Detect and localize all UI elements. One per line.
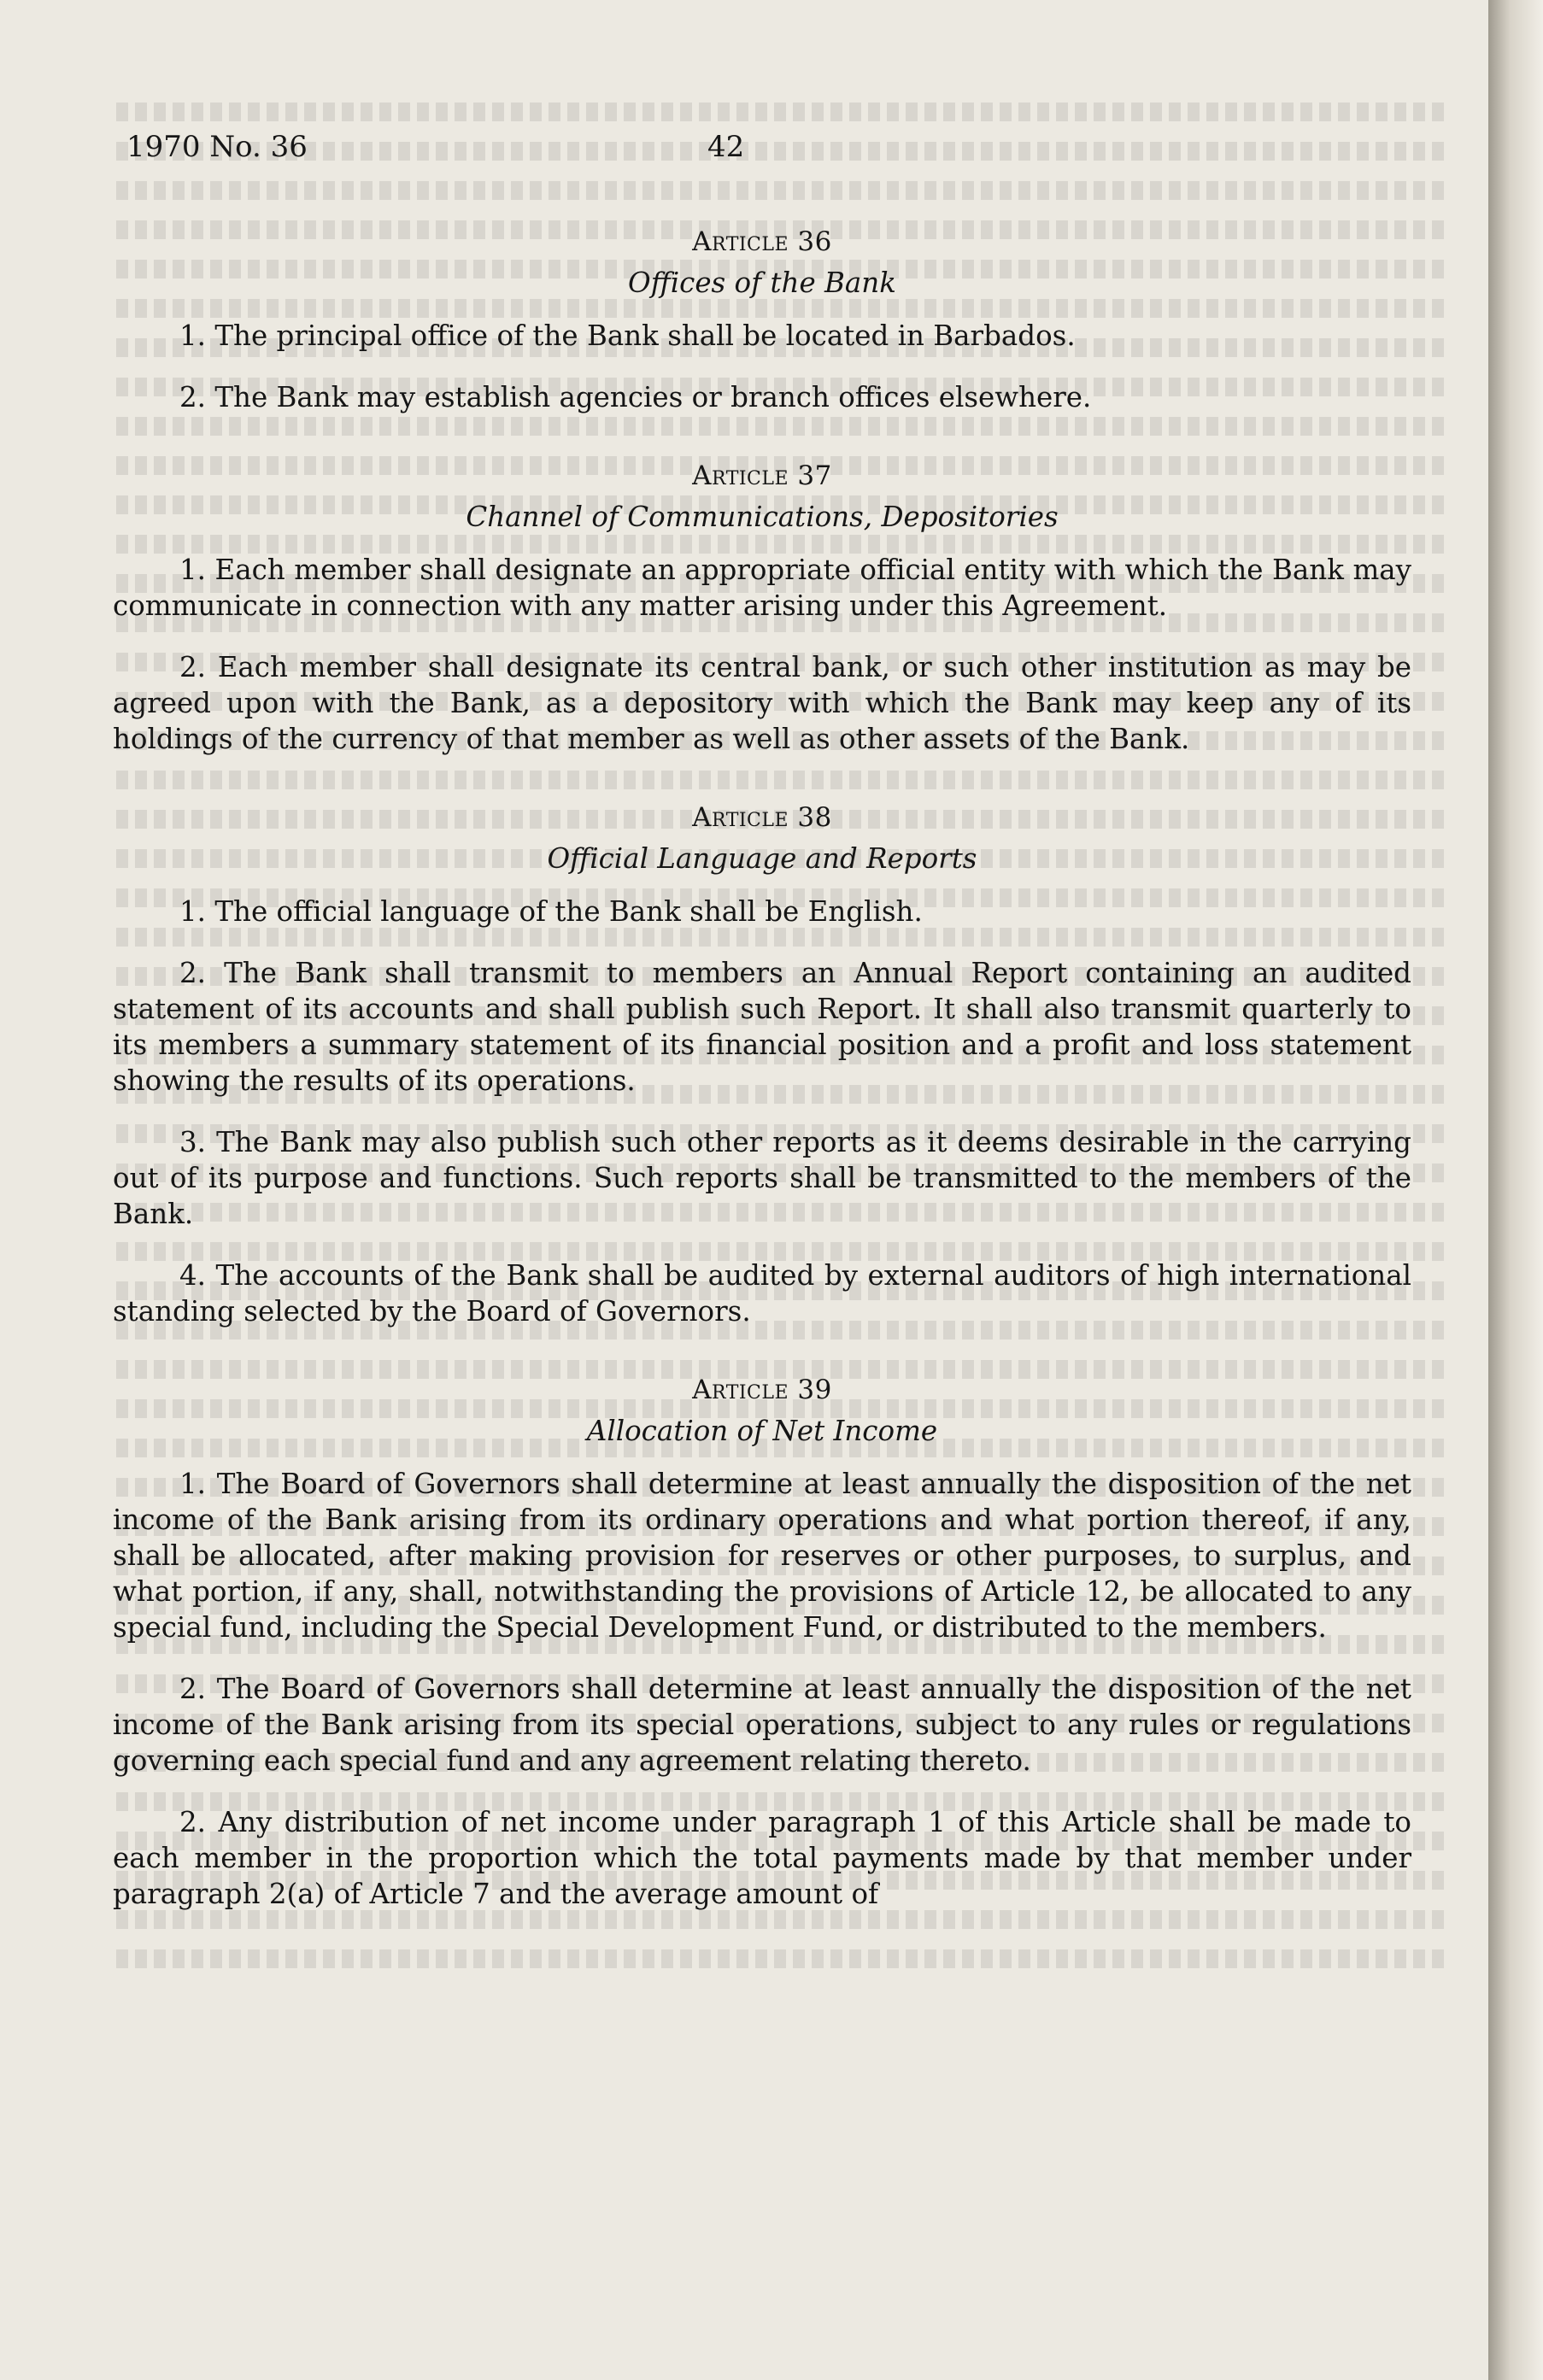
paragraph: 1. The Board of Governors shall determine at least annually the disposition of the net income of the Bank arising from its ordinary operations and what portion thereof, if any, shall be allocated, after making provision for reserves or other purposes, to surplus, and what portion, if any, shall, notwithstanding the provisions of Article 12, be allocated to any special fund, including the Special Development Fund, or distributed to the members.	[113, 1468, 1411, 1644]
paragraph: 2. Each member shall designate its central bank, or such other institution as may be agreed upon with the Bank, as a depository with which the Bank may keep any of its holdings of the currency of that member as well as other assets of the Bank.	[113, 651, 1411, 755]
article-title: Offices of the Bank	[628, 267, 896, 299]
paragraph: 3. The Bank may also publish such other reports as it deems desirable in the carrying out of its purpose and functions. Such reports shall be transmitted to the members of the Bank.	[113, 1126, 1411, 1230]
article-38	[113, 800, 1411, 1329]
article-title: Official Language and Reports	[547, 842, 977, 875]
running-header: 1970 No. 36	[126, 130, 308, 164]
article-title: Channel of Communications, Depositories	[466, 501, 1059, 533]
article-36	[113, 224, 1411, 415]
article-39	[113, 1372, 1411, 1912]
book-gutter	[1488, 0, 1543, 2380]
article-heading: Article 36	[692, 226, 832, 257]
paragraph: 2. The Board of Governors shall determine at least annually the disposition of the net income of the Bank arising from its special operations, subject to any rules or regulations governing each special fund and any agreement relating thereto.	[113, 1673, 1411, 1777]
article-heading: Article 38	[692, 802, 832, 833]
document-body	[113, 224, 1411, 1955]
paragraph: 2. The Bank may establish agencies or branch offices elsewhere.	[179, 381, 1092, 413]
paragraph: 4. The accounts of the Bank shall be audited by external auditors of high international standing selected by the Board of Governors.	[113, 1259, 1411, 1328]
article-heading: Article 37	[692, 460, 832, 491]
article-heading: Article 39	[692, 1375, 832, 1405]
paragraph: 1. The official language of the Bank shall be English.	[179, 895, 923, 928]
paragraph: 2. Any distribution of net income under paragraph 1 of this Article shall be made to each member in the proportion which the total payments made by that member under paragraph 2(a) of Article 7 and the average amount of	[113, 1806, 1411, 1910]
article-37	[113, 458, 1411, 757]
page-number: 42	[707, 130, 745, 164]
article-title: Allocation of Net Income	[586, 1415, 938, 1447]
paragraph: 2. The Bank shall transmit to members an Annual Report containing an audited statement of its accounts and shall publish such Report. It shall also transmit quarterly to its members a summary statement of its financial position and a profit and loss statement showing the results of its operations.	[113, 957, 1411, 1097]
paragraph: 1. The principal office of the Bank shall be located in Barbados.	[179, 319, 1076, 352]
paragraph: 1. Each member shall designate an appropriate official entity with which the Bank may communicate in connection with any matter arising under this Agreement.	[113, 554, 1411, 622]
